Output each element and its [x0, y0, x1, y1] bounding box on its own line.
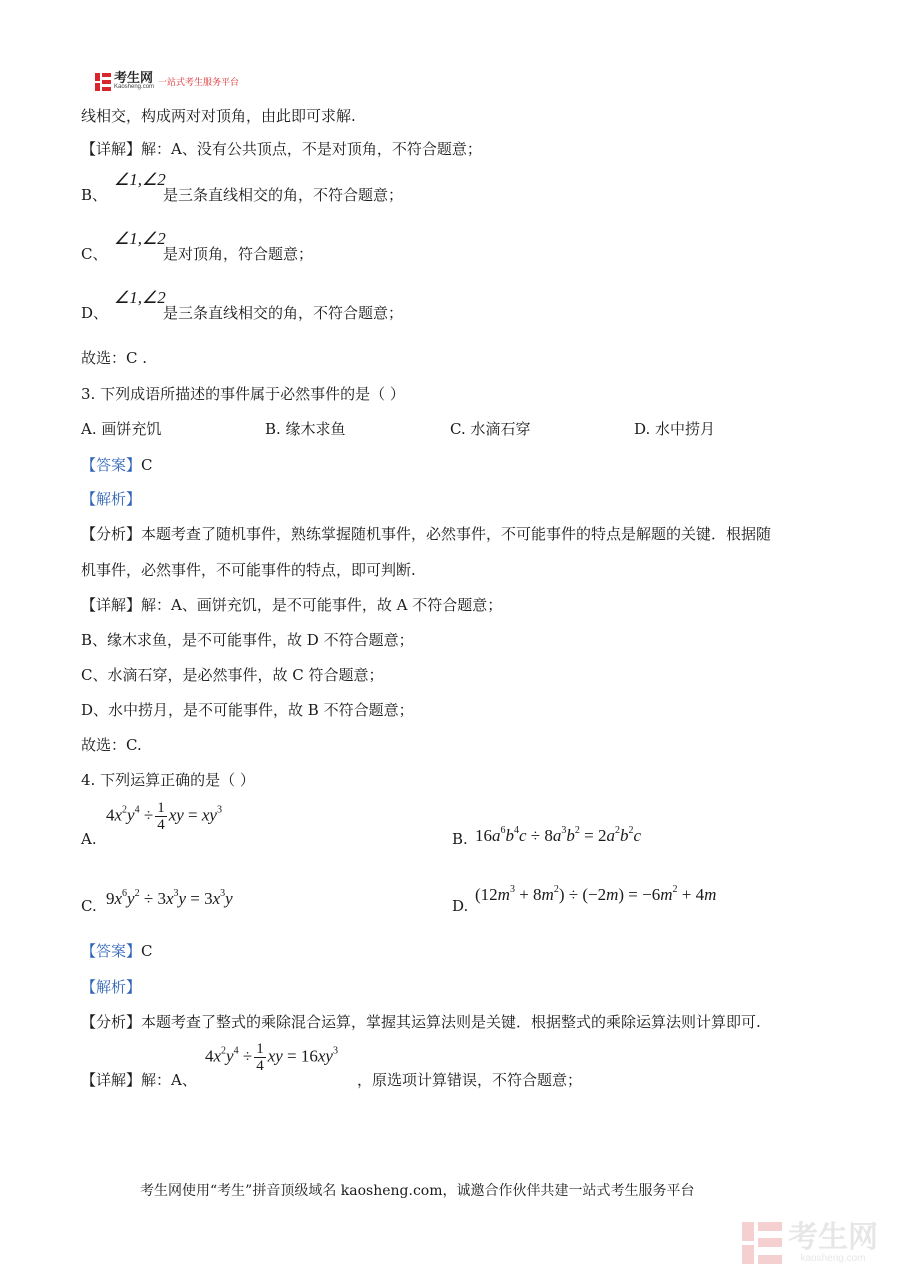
question-3-option-b: B. 缘木求鱼 — [265, 420, 346, 438]
question-3-stem: 3. 下列成语所描述的事件属于必然事件的是（ ） — [81, 385, 405, 403]
watermark-name: 考生网 — [788, 1220, 878, 1254]
detail-line: 【详解】解：A、画饼充饥，是不可能事件，故 A 不符合题意； — [81, 596, 503, 614]
text-line: 【详解】解：A、没有公共顶点，不是对顶角，不符合题意； — [81, 140, 482, 158]
option-b-label: B、 — [81, 186, 108, 204]
question-3-option-a: A. 画饼充饥 — [81, 420, 162, 438]
kaosheng-logo-icon — [95, 73, 111, 91]
question-4-option-d-label: D. — [452, 897, 469, 915]
analysis-line: 【分析】本题考查了随机事件，熟练掌握随机事件，必然事件，不可能事件的特点是解题的关键．根据随 — [81, 525, 772, 543]
detail-line: C、水滴石穿，是必然事件，故 C 符合题意； — [81, 666, 384, 684]
question-4-option-b-label: B. — [452, 830, 468, 848]
kaosheng-watermark-icon — [742, 1222, 782, 1264]
question-4-option-d-math: $(12m^3 + 8m^2) \div (-2m) = -6m^2 + 4m$ — [475, 884, 717, 904]
choose-line: 故选：C. — [81, 736, 142, 754]
analysis-line: 【分析】本题考查了整式的乘除混合运算，掌握其运算法则是关键．根据整式的乘除运算法则计算即可. — [81, 1013, 761, 1031]
header-logo — [95, 72, 239, 91]
question-3-option-d: D. 水中捞月 — [634, 420, 716, 438]
footer-text: 考生网使用“考生”拼音顶级域名 kaosheng.com，诚邀合作伙伴共建一站式考生服务平台 — [140, 1183, 695, 1199]
answer-line — [81, 455, 153, 475]
watermark-domain: kaosheng.com — [800, 1252, 866, 1264]
angle-math: ∠1,∠2 — [114, 229, 166, 248]
answer-value: C — [141, 942, 153, 960]
answer-tag: 【答案】 — [81, 456, 142, 474]
detail-suffix: ，原选项计算错误，不符合题意； — [357, 1071, 583, 1089]
analysis-line: 机事件，必然事件，不可能事件的特点，即可判断. — [81, 561, 416, 579]
logo-slogan: 一站式考生服务平台 — [158, 77, 240, 87]
logo-name: 考生网 — [114, 70, 154, 85]
detail-math: $4x^2y^4$ ÷ $\frac{1}{4}$ xy = $16xy^3$ — [205, 1041, 338, 1074]
text-line: 线相交，构成两对对顶角，由此即可求解. — [81, 107, 356, 125]
detail-line: B、缘木求鱼，是不可能事件，故 D 不符合题意； — [81, 631, 414, 649]
detail-prefix: 【详解】解：A、 — [81, 1071, 197, 1089]
angle-math: ∠1,∠2 — [114, 288, 166, 307]
question-4-option-a-label: A. — [81, 830, 97, 848]
question-4-option-c-math: $9x^6y^2 \div 3x^3y = 3x^3y$ — [106, 888, 233, 908]
analysis-tag: 【解析】 — [81, 490, 142, 508]
analysis-tag: 【解析】 — [81, 978, 142, 996]
answer-value: C — [141, 456, 153, 474]
question-4-option-a-math: $4x^2y^4$ ÷ $\frac{1}{4}$ xy = $xy^3$ — [106, 800, 222, 833]
text-line: 是对顶角，符合题意； — [163, 245, 314, 263]
text-line: 是三条直线相交的角，不符合题意； — [163, 186, 404, 204]
logo-domain: Kaosheng.com — [114, 84, 155, 90]
choose-line: 故选：C . — [81, 349, 148, 367]
watermark-logo — [742, 1222, 878, 1264]
option-c-label: C、 — [81, 245, 108, 263]
question-4-option-c-label: C. — [81, 897, 97, 915]
answer-tag: 【答案】 — [81, 942, 142, 960]
text-line: 是三条直线相交的角，不符合题意； — [163, 304, 404, 322]
question-4-stem: 4. 下列运算正确的是（ ） — [81, 771, 255, 789]
answer-line — [81, 941, 153, 961]
question-4-option-b-math: $16a^6b^4c \div 8a^3b^2 = 2a^2b^2c$ — [475, 825, 642, 845]
option-d-label: D、 — [81, 304, 109, 322]
detail-line: D、水中捞月，是不可能事件，故 B 不符合题意； — [81, 701, 414, 719]
question-3-option-c: C. 水滴石穿 — [450, 420, 531, 438]
angle-math: ∠1,∠2 — [114, 170, 166, 189]
